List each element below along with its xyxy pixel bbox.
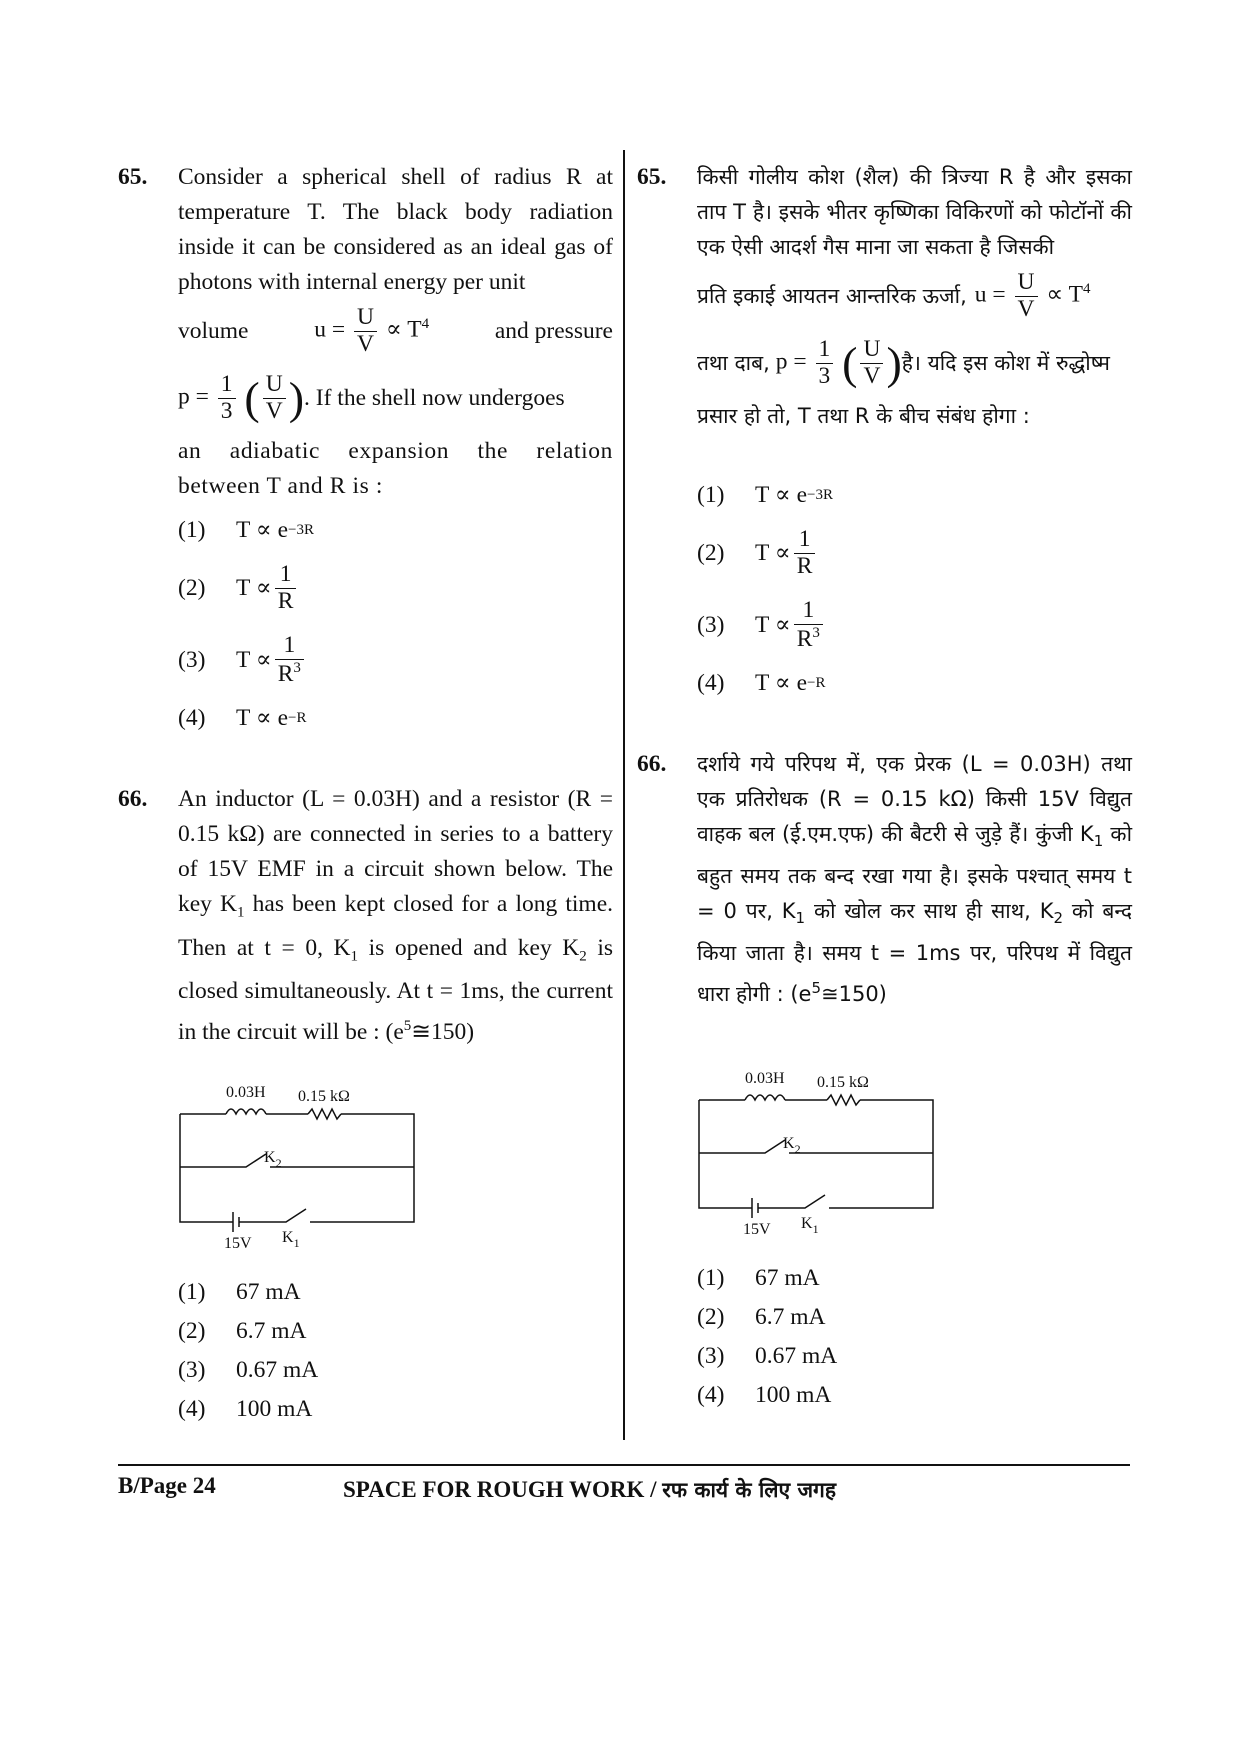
hindi-column [637, 160, 1132, 1415]
key-k1-label: $K_1$ [801, 1215, 819, 1237]
question-text: An inductor (L = 0.03H) and a resistor (R = 0.15 kΩ) are connected in series to a battery of 15V EMF in a circuit shown below. The key $K_1$ has been kept closed for a long time. Then at t = 0, $K_1$ is opened and key $K_2$ is closed simultaneously. At t = 1ms, the current in the circuit will be : $(e^5≅150)$ [178, 786, 613, 1046]
question-text: किसी गोलीय कोश (शैल) की त्रिज्या R है और इसका ताप T है। इसके भीतर कृष्णिका विकिरणों को फोटॉनों की एक ऐसी आदर्श गैस माना जा सकता है जिसकी [697, 165, 1132, 259]
options-list [178, 508, 613, 740]
pressure-equation: p = $\frac{1}{3}$ ( $\frac{U}{V}$ ) [775, 335, 902, 389]
option-3[interactable]: (3) 0.67 mA [697, 1343, 838, 1370]
option-3[interactable]: (3) T ∝ $\frac{1}{R^3}$ [697, 589, 1132, 661]
rough-work-label: SPACE FOR ROUGH WORK / रफ कार्य के लिए जगह [343, 1477, 836, 1502]
option-2[interactable]: (2) 6.7 mA [697, 1304, 826, 1331]
key-k2-switch [180, 1154, 266, 1167]
option-3[interactable]: (3) 0.67 mA [178, 1357, 319, 1384]
footer-rule [118, 1464, 1130, 1466]
key-k2-label: $K_2$ [783, 1135, 801, 1157]
question-66-hi [637, 747, 1132, 1415]
option-1[interactable]: (1) T ∝ e −3R [697, 481, 833, 508]
question-text: दर्शाये गये परिपथ में, एक प्रेरक (L = 0.03H) तथा एक प्रतिरोधक (R = 0.15 kΩ) किसी 15V विद्युत वाहक बल (ई.एम.एफ) की बैटरी से जुड़े हैं। कुंजी $K_1$ को बहुत समय तक बन्द रखा गया है। इसके पश्चात् समय t = 0 पर, $K_1$ को खोल कर साथ ही साथ, $K_2$ को बन्द किया जाता है। समय t = 1ms पर, परिपथ में विद्युत धारा होगी : $(e^5≅150)$ [697, 752, 1133, 1007]
option-1[interactable]: (1) 67 mA [178, 1279, 301, 1306]
option-3[interactable]: (3) T ∝ $\frac{1}{R^3}$ [178, 624, 613, 696]
battery-label: 15V [743, 1221, 771, 1239]
question-number: 66. [637, 751, 667, 777]
option-4[interactable]: (4) T ∝ e −R [178, 704, 307, 731]
battery-symbol [233, 1212, 239, 1232]
options-list [178, 1273, 613, 1429]
battery-label: 15V [224, 1235, 252, 1253]
inductor-label: 0.03H [226, 1084, 266, 1102]
question-text-end: प्रसार हो तो, T तथा R के बीच संबंध होगा : [697, 404, 1030, 428]
question-65-hi [637, 160, 1132, 705]
option-2[interactable]: (2) T ∝ $\frac{1}{R}$ [178, 552, 613, 624]
rl-circuit-diagram [178, 1072, 418, 1253]
inductor-label: 0.03H [745, 1070, 785, 1088]
energy-density-equation: u = $\frac{U}{V}$ ∝ $T^4$ [314, 303, 430, 357]
resistor-label: 0.15 kΩ [817, 1074, 869, 1092]
key-k1-label: $K_1$ [282, 1229, 300, 1251]
page-number: B/Page 24 [118, 1473, 216, 1498]
options-list [697, 1259, 1132, 1415]
key-k2-switch [699, 1140, 785, 1153]
pressure-line: तथा दाब, p = $\frac{1}{3}$ ( $\frac{U}{V}$ ) है। यदि इस कोश में रुद्धोष्म [697, 335, 1110, 389]
circuit-wire [328, 1114, 414, 1222]
question-number: 66. [118, 786, 148, 812]
circuit-wire [847, 1100, 933, 1208]
energy-density-equation: u = $\frac{U}{V}$ ∝ $T^4$ [974, 268, 1091, 322]
question-65-en [118, 160, 613, 740]
inductor-symbol [226, 1109, 266, 1114]
question-text-volume-line: volume u = $\frac{U}{V}$ ∝ $T^4$ and pressure [178, 303, 613, 357]
question-66-en [118, 782, 613, 1429]
circuit-wire [180, 1114, 228, 1222]
question-number: 65. [118, 164, 148, 190]
key-k1-switch [758, 1195, 825, 1208]
english-column [118, 160, 613, 1429]
rl-circuit-diagram [697, 1058, 937, 1239]
option-4[interactable]: (4) 100 mA [178, 1396, 313, 1423]
option-4[interactable]: (4) 100 mA [697, 1382, 832, 1409]
circuit-wire [699, 1100, 747, 1208]
inductor-symbol [745, 1095, 785, 1100]
pressure-line: p = $\frac{1}{3}$ ( $\frac{U}{V}$ ) . If the shell now undergoes [178, 370, 565, 424]
question-text-end: an adiabatic expansion the relation between T and R is : [178, 438, 613, 499]
column-divider [623, 150, 625, 1440]
options-list [697, 473, 1132, 705]
battery-symbol [752, 1198, 758, 1218]
option-2[interactable]: (2) 6.7 mA [178, 1318, 307, 1345]
question-number: 65. [637, 164, 667, 190]
resistor-label: 0.15 kΩ [298, 1088, 350, 1106]
pressure-equation: p = $\frac{1}{3}$ ( $\frac{U}{V}$ ) [178, 370, 305, 424]
option-1[interactable]: (1) T ∝ e −3R [178, 516, 314, 543]
option-4[interactable]: (4) T ∝ e −R [697, 669, 826, 696]
option-1[interactable]: (1) 67 mA [697, 1265, 820, 1292]
question-text: Consider a spherical shell of radius R at temperature T. The black body radiation inside it can be considered as an ideal gas of photons with internal energy per unit [178, 164, 613, 295]
option-2[interactable]: (2) T ∝ $\frac{1}{R}$ [697, 517, 1132, 589]
resistor-symbol [827, 1095, 860, 1105]
energy-line: प्रति इकाई आयतन आन्तरिक ऊर्जा, u = $\frac{U}{V}$ ∝ $T^4$ [697, 268, 1091, 322]
key-k2-label: $K_2$ [264, 1149, 282, 1171]
resistor-symbol [308, 1109, 341, 1119]
key-k1-switch [239, 1209, 306, 1222]
